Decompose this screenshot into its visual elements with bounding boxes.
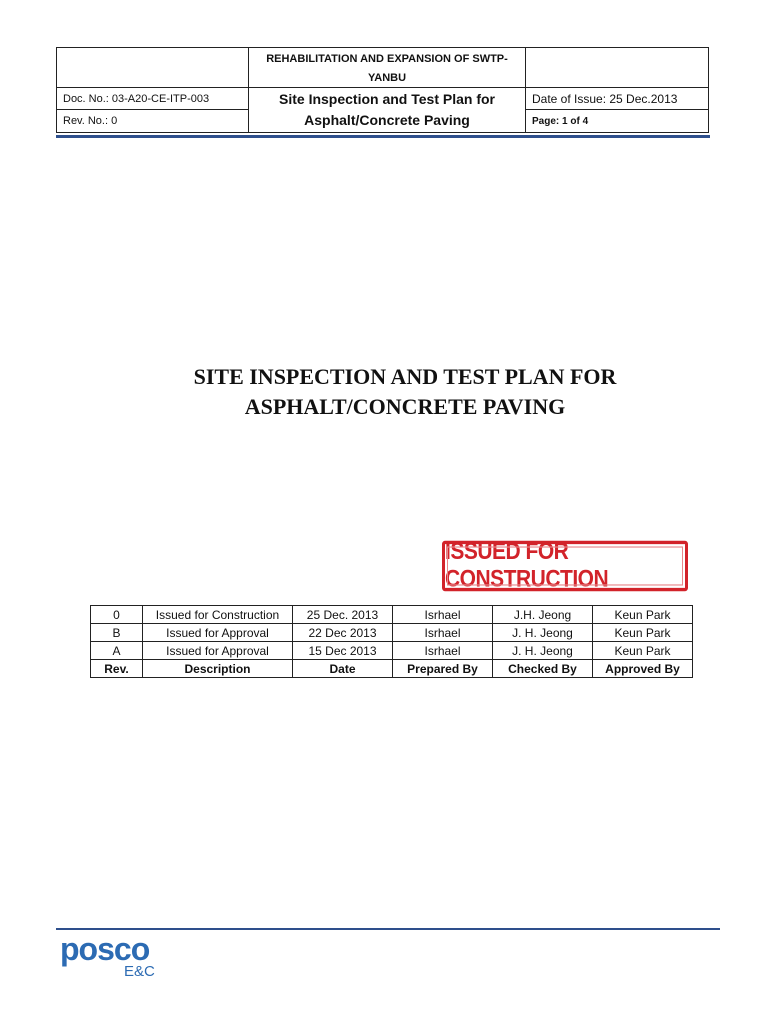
date-cell: 22 Dec 2013 <box>293 624 393 642</box>
column-header-prepared-by: Prepared By <box>393 660 493 678</box>
table-row <box>91 606 693 624</box>
page-number: Page: 1 of 4 <box>526 110 709 133</box>
table-row <box>91 642 693 660</box>
table-row <box>91 624 693 642</box>
table-header-row <box>91 660 693 678</box>
header-empty-cell-right <box>526 48 709 88</box>
checked-by-cell: J. H. Jeong <box>493 624 593 642</box>
document-title <box>249 88 526 133</box>
date-of-issue: Date of Issue: 25 Dec.2013 <box>526 88 709 110</box>
project-title <box>249 48 526 88</box>
revision-table <box>90 605 693 678</box>
approved-by-cell: Keun Park <box>593 642 693 660</box>
date-cell: 25 Dec. 2013 <box>293 606 393 624</box>
header-table <box>56 47 709 133</box>
date-cell: 15 Dec 2013 <box>293 642 393 660</box>
rev-cell: 0 <box>91 606 143 624</box>
checked-by-cell: J. H. Jeong <box>493 642 593 660</box>
description-cell: Issued for Construction <box>143 606 293 624</box>
column-header-date: Date <box>293 660 393 678</box>
posco-logo <box>60 932 170 982</box>
prepared-by-cell: Isrhael <box>393 606 493 624</box>
main-title-line1: SITE INSPECTION AND TEST PLAN FOR <box>193 364 617 389</box>
document-title-line2: Asphalt/Concrete Paving <box>304 112 470 128</box>
checked-by-cell: J.H. Jeong <box>493 606 593 624</box>
header-empty-cell-left <box>57 48 249 88</box>
logo-sub: E&C <box>124 963 155 980</box>
footer-divider <box>56 928 720 930</box>
project-title-text: REHABILITATION AND EXPANSION OF SWTP-YANBU <box>266 52 508 84</box>
doc-number: Doc. No.: 03-A20-CE-ITP-003 <box>57 88 249 110</box>
column-header-checked-by: Checked By <box>493 660 593 678</box>
main-title-line2: ASPHALT/CONCRETE PAVING <box>244 394 566 419</box>
stamp-border <box>447 546 683 585</box>
column-header-rev: Rev. <box>91 660 143 678</box>
description-cell: Issued for Approval <box>143 642 293 660</box>
main-title <box>100 362 710 422</box>
approved-by-cell: Keun Park <box>593 624 693 642</box>
prepared-by-cell: Isrhael <box>393 642 493 660</box>
issued-for-construction-stamp <box>442 538 688 593</box>
rev-number: Rev. No.: 0 <box>57 110 249 133</box>
logo-brand: posco <box>60 931 150 967</box>
document-title-line1: Site Inspection and Test Plan for <box>279 91 495 107</box>
header-divider <box>56 135 710 138</box>
rev-cell: B <box>91 624 143 642</box>
approved-by-cell: Keun Park <box>593 606 693 624</box>
description-cell: Issued for Approval <box>143 624 293 642</box>
column-header-description: Description <box>143 660 293 678</box>
column-header-approved-by: Approved By <box>593 660 693 678</box>
stamp-text: ISSUED FOR CONSTRUCTION <box>445 538 609 593</box>
prepared-by-cell: Isrhael <box>393 624 493 642</box>
rev-cell: A <box>91 642 143 660</box>
